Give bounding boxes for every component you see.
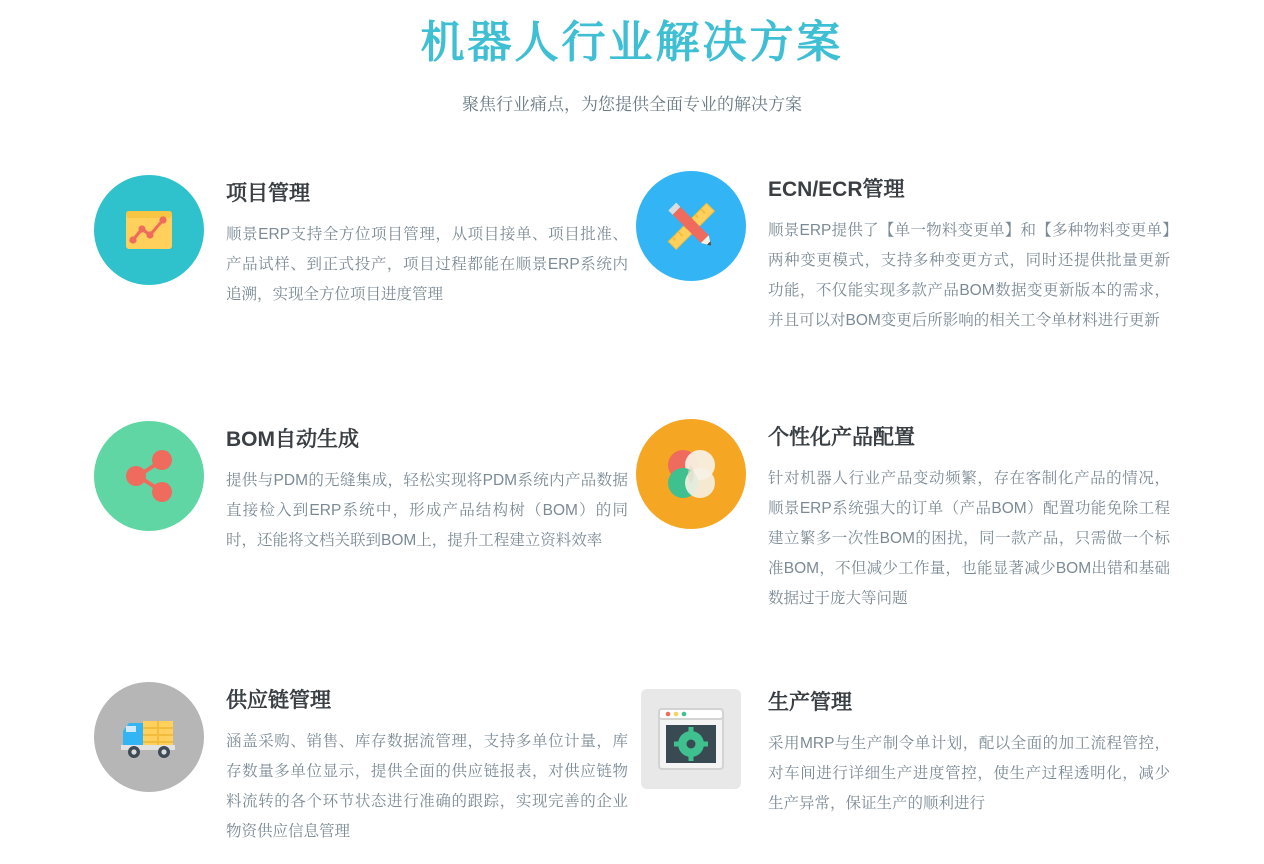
feature-text [226, 175, 628, 310]
feature-title: 生产管理 [768, 690, 852, 714]
feature-item-ecn-ecr-management [636, 171, 1170, 409]
feature-icon-wrap [636, 684, 746, 794]
feature-description: 顺景ERP提供了【单一物料变更单】和【多种物料变更单】两种变更模式，支持多种变更方式，同时还提供批量更新功能，不仅能实现多款产品BOM数据变更新版本的需求，并且可以对BOM变更后所影响的相关工令单材料进行更新 [768, 222, 1170, 330]
feature-item-production-management [636, 684, 1170, 864]
feature-text [226, 682, 628, 847]
feature-description: 提供与PDM的无缝集成，轻松实现将PDM系统内产品数据直接检入到ERP系统中，形成产品结构树（BOM）的同时，还能将文档关联到BOM上，提升工程建立资料效率 [226, 472, 628, 550]
delivery-truck-icon [94, 682, 204, 792]
feature-title: BOM自动生成 [226, 427, 359, 451]
feature-title: ECN/ECR管理 [768, 177, 905, 201]
feature-description: 涵盖采购、销售、库存数据流管理，支持多单位计量，库存数量多单位显示，提供全面的供应链报表，对供应链物料流转的各个环节状态进行准确的跟踪，实现完善的企业物资供应信息管理 [226, 733, 628, 841]
feature-icon-wrap [636, 171, 746, 281]
feature-icon-wrap [94, 421, 204, 531]
feature-description: 采用MRP与生产制令单计划，配以全面的加工流程管控，对车间进行详细生产进度管控，使生产过程透明化，减少生产异常，保证生产的顺利进行 [768, 735, 1170, 813]
feature-description: 针对机器人行业产品变动频繁，存在客制化产品的情况，顺景ERP系统强大的订单（产品BOM）配置功能免除工程建立繁多一次性BOM的困扰，同一款产品，只需做一个标准BOM，不但减少工作量，也能显著减少BOM出错和基础数据过于庞大等问题 [768, 470, 1170, 608]
ruler-pencil-icon [636, 171, 746, 281]
feature-icon-wrap [94, 175, 204, 285]
page-title: 机器人行业解决方案 [420, 18, 844, 67]
feature-grid [0, 175, 1264, 864]
feature-item-custom-product-config [636, 419, 1170, 670]
color-palette-icon [636, 419, 746, 529]
feature-icon-wrap [94, 682, 204, 792]
feature-text [768, 171, 1170, 336]
feature-item-bom-auto-generate [94, 421, 628, 672]
chart-line-icon [94, 175, 204, 285]
feature-item-project-management [94, 175, 628, 413]
feature-icon-wrap [636, 419, 746, 529]
feature-text [768, 419, 1170, 614]
page-header [0, 0, 1264, 117]
feature-text [768, 684, 1170, 819]
window-gear-icon [641, 689, 741, 789]
feature-title: 项目管理 [226, 181, 310, 205]
feature-title: 个性化产品配置 [768, 425, 915, 449]
page-subtitle: 聚焦行业痛点，为您提供全面专业的解决方案 [462, 95, 802, 115]
feature-description: 顺景ERP支持全方位项目管理，从项目接单、项目批准、产品试样、到正式投产，项目过程都能在顺景ERP系统内追溯，实现全方位项目进度管理 [226, 226, 628, 304]
feature-text [226, 421, 628, 556]
share-nodes-icon [94, 421, 204, 531]
feature-item-supply-chain-management [94, 682, 628, 862]
feature-title: 供应链管理 [226, 688, 331, 712]
